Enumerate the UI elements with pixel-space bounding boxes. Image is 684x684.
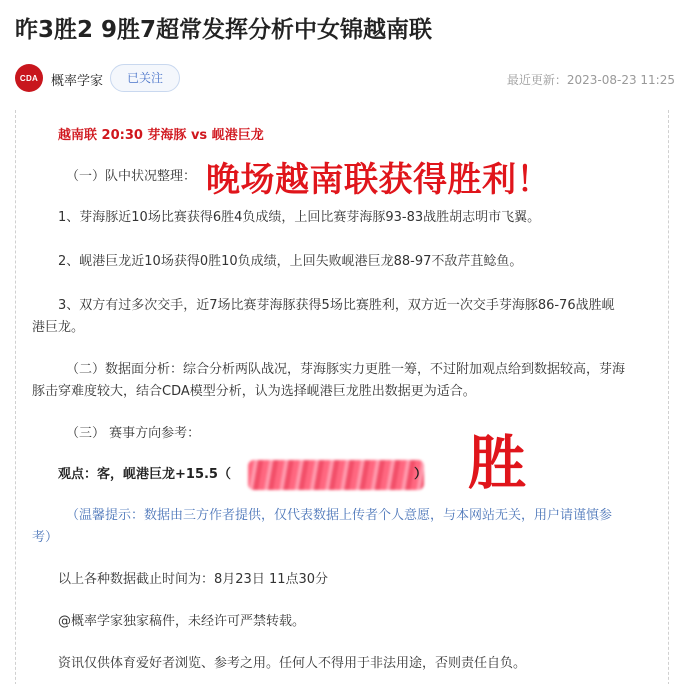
warm-tip: （温馨提示：数据由三方作者提供，仅代表数据上传者个人意愿，与本网站无关，用户请谨慎参 <box>66 508 613 523</box>
author-name[interactable]: 概率学家 <box>51 74 104 89</box>
data-analysis: （二）数据面分析：综合分析两队战况，芽海豚实力更胜一筹，不过附加观点给到数据较高，芽海 <box>66 362 626 377</box>
section-1-heading: （一）队中状况整理： <box>66 169 197 184</box>
section-3-heading: （三） 赛事方向参考： <box>66 426 201 441</box>
article-content <box>15 110 669 684</box>
follow-button[interactable]: 已关注 <box>110 64 180 92</box>
analysis-line-3-cont: 港巨龙。 <box>32 320 85 335</box>
data-analysis-cont: 豚击穿难度较大，结合CDA模型分析，认为选择岘港巨龙胜出数据更为适合。 <box>32 384 476 399</box>
redacted-block <box>248 460 424 490</box>
copyright-notice: @概率学家独家稿件，未经许可严禁转载。 <box>58 614 306 629</box>
analysis-line-2: 2、岘港巨龙近10场获得0胜10负成绩，上回失败岘港巨龙88-97不敌芹苴鲶鱼。 <box>58 254 523 269</box>
analysis-line-3: 3、双方有过多次交手，近7场比赛芽海豚获得5场比赛胜利，双方近一次交手芽海豚86-76战胜岘 <box>58 298 615 313</box>
article-title: 昨3胜2 9胜7超常发挥分析中女锦越南联 <box>15 17 433 43</box>
update-time: 最近更新：2023-08-23 11:25 <box>506 73 675 87</box>
win-mark: 胜 <box>468 429 527 497</box>
headline-banner: 晚场越南联获得胜利！ <box>206 160 551 200</box>
author-row <box>15 62 675 94</box>
author-avatar[interactable]: CDA <box>15 64 43 92</box>
viewpoint-close: ） <box>414 467 428 482</box>
analysis-line-1: 1、芽海豚近10场比赛获得6胜4负成绩，上回比赛芽海豚93-83战胜胡志明市飞翼。 <box>58 210 541 225</box>
disclaimer: 资讯仅供体育爱好者浏览、参考之用。任何人不得用于非法用途，否则责任自负。 <box>58 656 527 671</box>
match-title: 越南联 20:30 芽海豚 vs 岘港巨龙 <box>58 128 264 143</box>
viewpoint: 观点：客，岘港巨龙+15.5（ <box>58 467 231 482</box>
data-cutoff-time: 以上各种数据截止时间为：8月23日 11点30分 <box>58 572 329 587</box>
warm-tip-cont: 考） <box>32 530 59 545</box>
